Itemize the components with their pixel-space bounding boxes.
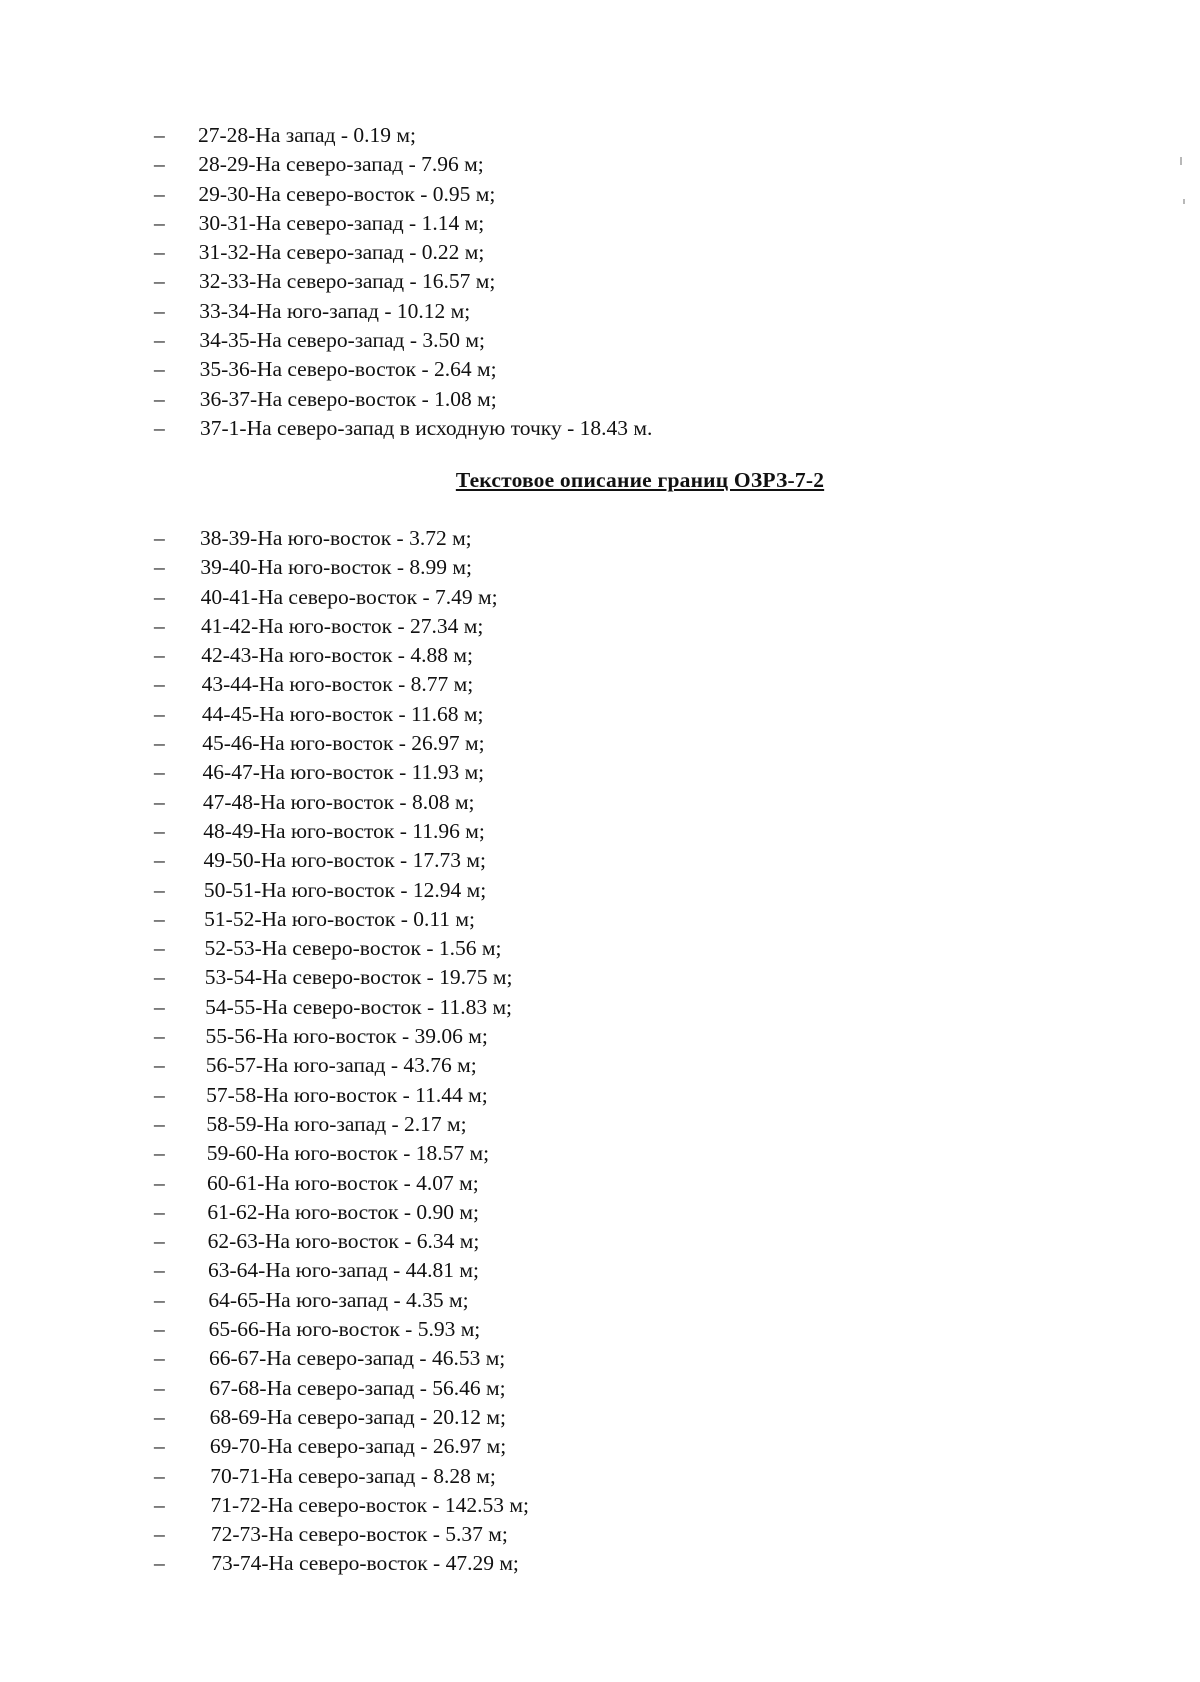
boundary-segment-text: 52-53-На северо-восток - 1.56 м; [204, 936, 502, 961]
list-dash: – [154, 181, 165, 206]
boundary-list-item [154, 1374, 529, 1403]
boundary-list-item [154, 326, 652, 355]
boundary-segment-text: 54-55-На северо-восток - 11.83 м; [205, 994, 513, 1019]
boundary-segment-text: 47-48-На юго-восток - 8.08 м; [202, 789, 475, 814]
boundary-segment-text: 53-54-На северо-восток - 19.75 м; [204, 965, 513, 990]
list-dash: – [154, 1522, 165, 1547]
boundary-list-item [154, 297, 652, 326]
boundary-list-item [154, 1139, 529, 1168]
boundary-segment-text: 31-32-На северо-запад - 0.22 м; [198, 240, 485, 265]
boundary-list-item [154, 1491, 529, 1520]
list-dash: – [154, 269, 165, 294]
boundary-list-item [154, 1022, 529, 1051]
boundary-segment-text: 45-46-На юго-восток - 26.97 м; [202, 731, 485, 756]
list-dash: – [154, 936, 165, 961]
scan-artifact [1180, 157, 1182, 165]
list-dash: – [154, 526, 165, 550]
boundary-segment-text: 29-30-На северо-восток - 0.95 м; [198, 181, 496, 206]
boundary-list-item [154, 1520, 529, 1549]
boundary-segment-text: 51-52-На юго-восток - 0.11 м; [204, 906, 476, 931]
boundary-list-item [154, 670, 529, 699]
list-dash: – [154, 1317, 165, 1342]
boundary-list-item [154, 238, 652, 267]
boundary-segment-text: 68-69-На северо-запад - 20.12 м; [209, 1404, 506, 1429]
list-dash: – [154, 1551, 165, 1576]
boundary-list-item [154, 583, 529, 612]
list-dash: – [154, 1024, 165, 1049]
boundary-list-item [154, 1315, 529, 1344]
boundary-segment-text: 63-64-На юго-запад - 44.81 м; [208, 1258, 479, 1283]
boundary-list-item [154, 700, 529, 729]
boundary-list-item [154, 1110, 529, 1139]
boundary-segment-text: 43-44-На юго-восток - 8.77 м; [201, 672, 474, 697]
boundary-list-item [154, 1286, 529, 1315]
boundary-segment-text: 67-68-На северо-запад - 56.46 м; [209, 1375, 506, 1400]
boundary-segment-text: 55-56-На юго-восток - 39.06 м; [205, 1024, 488, 1049]
list-dash: – [154, 1346, 165, 1371]
list-dash: – [154, 1141, 165, 1166]
list-dash: – [154, 555, 165, 580]
list-dash: – [154, 386, 165, 411]
boundary-list-item [154, 1256, 529, 1285]
list-dash: – [154, 848, 165, 873]
boundary-list-item [154, 758, 529, 787]
list-dash: – [154, 1375, 165, 1400]
list-dash: – [154, 760, 165, 785]
boundary-list-item [154, 150, 652, 179]
list-dash: – [154, 965, 165, 990]
list-dash: – [154, 240, 165, 265]
boundary-list-item [154, 1081, 529, 1110]
boundary-segment-text: 48-49-На юго-восток - 11.96 м; [203, 818, 485, 843]
boundary-segment-text: 71-72-На северо-восток - 142.53 м; [210, 1492, 530, 1517]
boundary-segment-text: 65-66-На юго-восток - 5.93 м; [208, 1317, 481, 1342]
boundary-list-item [154, 180, 652, 209]
boundary-list-item [154, 934, 529, 963]
list-dash: – [154, 1258, 165, 1283]
boundary-list-item [154, 1403, 529, 1432]
boundary-segment-text: 70-71-На северо-запад - 8.28 м; [210, 1463, 496, 1488]
boundary-segment-text: 39-40-На юго-восток - 8.99 м; [200, 555, 472, 580]
boundary-segment-text: 36-37-На северо-восток - 1.08 м; [199, 386, 497, 411]
boundary-segment-text: 50-51-На юго-восток - 12.94 м; [203, 877, 487, 902]
boundary-segment-text: 73-74-На северо-восток - 47.29 м; [211, 1551, 519, 1576]
boundary-segment-text: 64-65-На юго-запад - 4.35 м; [208, 1287, 469, 1312]
list-dash: – [154, 1170, 165, 1195]
boundary-segment-text: 40-41-На северо-восток - 7.49 м; [200, 584, 498, 609]
list-dash: – [154, 994, 165, 1019]
list-dash: – [154, 357, 165, 382]
boundary-segment-text: 59-60-На юго-восток - 18.57 м; [206, 1141, 490, 1166]
list-dash: – [154, 877, 165, 902]
boundary-segment-text: 66-67-На северо-запад - 46.53 м; [208, 1346, 506, 1371]
list-dash: – [154, 672, 165, 697]
boundary-segment-text: 60-61-На юго-восток - 4.07 м; [207, 1170, 479, 1195]
boundary-segment-text: 38-39-На юго-восток - 3.72 м; [200, 526, 472, 550]
boundary-segment-text: 44-45-На юго-восток - 11.68 м; [201, 701, 484, 726]
boundary-list-item [154, 1198, 529, 1227]
list-dash: – [154, 1229, 165, 1254]
list-dash: – [154, 818, 165, 843]
boundary-list-item [154, 121, 652, 150]
section-heading: Текстовое описание границ ОЗРЗ-7-2 [455, 468, 825, 492]
list-dash: – [154, 1199, 165, 1224]
boundary-list-item [154, 817, 529, 846]
boundary-segment-text: 49-50-На юго-восток - 17.73 м; [203, 848, 486, 873]
boundary-list-item [154, 1549, 529, 1578]
boundary-segment-text: 41-42-На юго-восток - 27.34 м; [200, 613, 484, 638]
boundary-list-item [154, 267, 652, 296]
boundary-list-ozrz-7-2 [154, 524, 529, 1579]
list-dash: – [154, 906, 165, 931]
boundary-segment-text: 61-62-На юго-восток - 0.90 м; [207, 1199, 480, 1224]
boundary-list-item [154, 209, 652, 238]
list-dash: – [154, 1082, 165, 1107]
boundary-segment-text: 33-34-На юго-запад - 10.12 м; [199, 298, 471, 323]
list-dash: – [154, 1434, 165, 1459]
boundary-segment-text: 42-43-На юго-восток - 4.88 м; [201, 643, 473, 668]
boundary-segment-text: 58-59-На юго-запад - 2.17 м; [206, 1111, 467, 1136]
list-dash: – [154, 1492, 165, 1517]
list-dash: – [154, 415, 165, 440]
boundary-list-item [154, 414, 652, 443]
boundary-list-item [154, 963, 529, 992]
list-dash: – [154, 701, 165, 726]
boundary-segment-text: 56-57-На юго-запад - 43.76 м; [205, 1053, 477, 1078]
list-dash: – [154, 298, 165, 323]
boundary-segment-text: 34-35-На северо-запад - 3.50 м; [199, 328, 485, 353]
boundary-list-item [154, 1462, 529, 1491]
boundary-list-item [154, 355, 652, 384]
boundary-segment-text: 37-1-На северо-запад в исходную точку - 18.43 м. [200, 415, 653, 440]
scan-artifact [1183, 199, 1185, 204]
list-dash: – [154, 789, 165, 814]
boundary-list-item [154, 905, 529, 934]
boundary-segment-text: 27-28-На запад - 0.19 м; [198, 123, 416, 147]
boundary-segment-text: 62-63-На юго-восток - 6.34 м; [207, 1229, 480, 1254]
boundary-list-item [154, 524, 529, 553]
boundary-segment-text: 72-73-На северо-восток - 5.37 м; [210, 1522, 508, 1547]
boundary-list-item [154, 993, 529, 1022]
list-dash: – [154, 152, 165, 177]
list-dash: – [154, 613, 165, 638]
list-dash: – [154, 1287, 165, 1312]
boundary-list-item [154, 1432, 529, 1461]
boundary-segment-text: 30-31-На северо-запад - 1.14 м; [198, 210, 485, 235]
list-dash: – [154, 1053, 165, 1078]
boundary-list-item [154, 553, 529, 582]
boundary-list-item [154, 876, 529, 905]
list-dash: – [154, 123, 165, 147]
boundary-segment-text: 32-33-На северо-запад - 16.57 м; [199, 269, 496, 294]
boundary-list-previous [154, 121, 652, 443]
list-dash: – [154, 584, 165, 609]
boundary-segment-text: 28-29-На северо-запад - 7.96 м; [198, 152, 484, 177]
boundary-list-item [154, 385, 652, 414]
list-dash: – [154, 1404, 165, 1429]
list-dash: – [154, 1111, 165, 1136]
boundary-list-item [154, 788, 529, 817]
boundary-segment-text: 69-70-На северо-запад - 26.97 м; [209, 1434, 507, 1459]
boundary-list-item [154, 641, 529, 670]
boundary-segment-text: 35-36-На северо-восток - 2.64 м; [199, 357, 497, 382]
boundary-list-item [154, 612, 529, 641]
boundary-list-item [154, 1051, 529, 1080]
boundary-list-item [154, 1344, 529, 1373]
boundary-list-item [154, 1169, 529, 1198]
list-dash: – [154, 1463, 165, 1488]
boundary-list-item [154, 729, 529, 758]
list-dash: – [154, 210, 165, 235]
boundary-segment-text: 57-58-На юго-восток - 11.44 м; [206, 1082, 488, 1107]
boundary-list-item [154, 1227, 529, 1256]
boundary-segment-text: 46-47-На юго-восток - 11.93 м; [202, 760, 485, 785]
list-dash: – [154, 328, 165, 353]
list-dash: – [154, 731, 165, 756]
boundary-list-item [154, 846, 529, 875]
list-dash: – [154, 643, 165, 668]
